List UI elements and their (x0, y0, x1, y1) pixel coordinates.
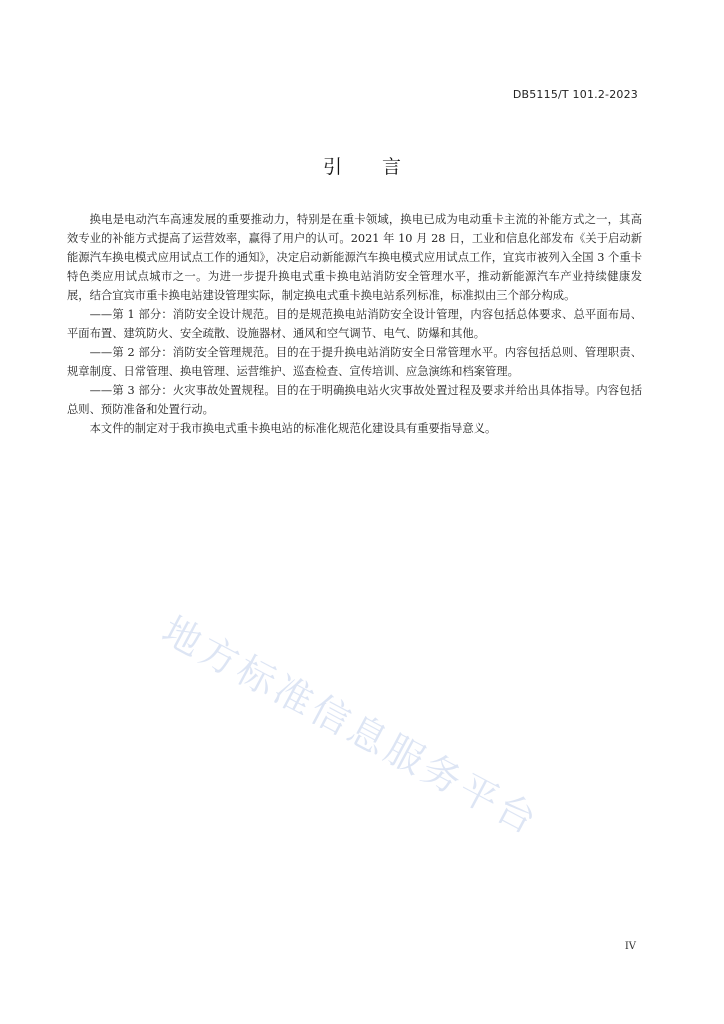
paragraph-background: 换电是电动汽车高速发展的重要推动力，特别是在重卡领域，换电已成为电动重卡主流的补能方式之一，其高效专业的补能方式提高了运营效率，赢得了用户的认可。2021 年 10 月 28 日，工业和信息化部发布《关于启动新能源汽车换电模式应用试点工作的通知》，决定启动新能源汽车换电模式应用试点工作，宜宾市被列入全国 3 个重卡特色类应用试点城市之一。为进一步提升换电式重卡换电站消防安全管理水平，推动新能源汽车产业持续健康发展，结合宜宾市重卡换电站建设管理实际，制定换电式重卡换电站系列标准，标准拟由三个部分构成。 (67, 213, 642, 302)
document-code: DB5115/T 101.2-2023 (512, 88, 638, 101)
paragraph-part-3: ——第 3 部分：火灾事故处置规程。目的在于明确换电站火灾事故处置过程及要求并给出具体指导。内容包括总则、预防准备和处置行动。 (67, 384, 642, 416)
introduction-body (67, 210, 642, 438)
page-number: IV (624, 941, 636, 952)
watermark: 地方标准信息服务平台 (155, 607, 547, 844)
paragraph-part-2: ——第 2 部分：消防安全管理规范。目的在于提升换电站消防安全日常管理水平。内容包括总则、管理职责、规章制度、日常管理、换电管理、运营维护、巡查检查、宣传培训、应急演练和档案管理。 (67, 346, 642, 378)
page-title: 引言 (322, 156, 441, 178)
paragraph-part-1: ——第 1 部分：消防安全设计规范。目的是规范换电站消防安全设计管理，内容包括总体要求、总平面布局、平面布置、建筑防火、安全疏散、设施器材、通风和空气调节、电气、防爆和其他。 (67, 308, 642, 340)
paragraph-significance: 本文件的制定对于我市换电式重卡换电站的标准化规范化建设具有重要指导意义。 (89, 422, 497, 435)
